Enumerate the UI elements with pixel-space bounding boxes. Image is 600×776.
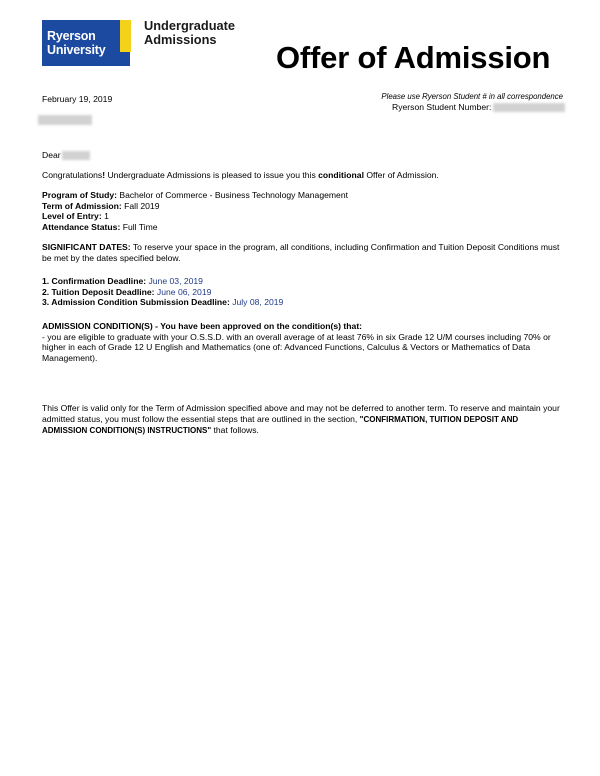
attendance-status: [42, 222, 562, 233]
department-line-1: Undergraduate: [144, 18, 236, 33]
closing-end: that follows.: [211, 425, 259, 436]
significant-dates-label: SIGNIFICANT DATES:: [42, 242, 131, 252]
conditions-text: - you are eligible to graduate with your O.S.S.D. with an overall average of at least 76% in six Grade 12 U/M courses including 70% or higher in each of Grade 12 U English and Mathematics (one of: Advanced Functions, Calculus & Vectors or Mathematics of Data Management).: [42, 331, 551, 363]
closing-instructions-reference: "CONFIRMATION, TUITION DEPOSIT AND ADMISSION CONDITION(S) INSTRUCTIONS": [42, 414, 519, 436]
logo-line-1: Ryerson: [47, 29, 96, 43]
redacted-student-number: [493, 103, 565, 112]
program-value: Bachelor of Commerce - Business Technology Management: [116, 190, 349, 200]
significant-dates-paragraph: [42, 242, 562, 263]
program-info: [42, 190, 562, 232]
level-value: 1: [101, 211, 109, 222]
logo-line-2: University: [47, 42, 106, 57]
deadline-date: June 06, 2019: [154, 286, 212, 297]
admission-conditions: [42, 321, 562, 363]
deadline-list: [42, 276, 562, 308]
program-of-study: [42, 190, 562, 201]
closing-paragraph: [42, 403, 562, 437]
redacted-recipient-name: [38, 115, 92, 125]
significant-dates-text: To reserve your space in the program, all conditions, including Confirmation and Tuition Deposit Conditions must be met by the dates specified below.: [42, 242, 560, 263]
attendance-label: Attendance Status:: [42, 221, 121, 232]
attendance-value: Full Time: [120, 221, 158, 232]
deadline-item: [42, 276, 562, 287]
university-logo: [42, 20, 130, 66]
deadline-label: 1. Confirmation Deadline:: [42, 276, 147, 286]
program-label: Program of Study:: [42, 190, 117, 200]
department-line-2: Admissions: [144, 32, 217, 47]
conditions-heading: ADMISSION CONDITION(S) - You have been approved on the condition(s) that:: [42, 321, 363, 331]
logo-accent-bar: [120, 20, 131, 52]
deadline-item: [42, 297, 562, 308]
deadline-date: July 08, 2019: [229, 297, 284, 308]
term-of-admission: [42, 201, 562, 212]
correspondence-note: Please use Ryerson Student # in all correspondence: [381, 92, 563, 101]
letter-date: February 19, 2019: [42, 94, 113, 104]
intro-middle: Undergraduate Admissions is pleased to issue you this: [105, 170, 319, 180]
redacted-salutation-name: [62, 151, 90, 160]
department-name: [144, 19, 235, 47]
intro-after: Offer of Admission.: [363, 170, 439, 180]
intro-paragraph: [42, 170, 562, 181]
deadline-label: 3. Admission Condition Submission Deadline:: [42, 297, 230, 308]
intro-conditional: conditional: [318, 170, 364, 180]
deadline-item: [42, 287, 562, 298]
deadline-label: 2. Tuition Deposit Deadline:: [42, 286, 155, 297]
term-value: Fall 2019: [121, 200, 160, 211]
salutation-text: Dear: [42, 150, 61, 160]
term-label: Term of Admission:: [42, 200, 122, 211]
document-title: Offer of Admission: [276, 40, 551, 75]
salutation: [42, 150, 90, 161]
logo-text: [47, 30, 105, 57]
intro-congrats: Congratulations: [42, 170, 103, 180]
level-label: Level of Entry:: [42, 211, 102, 222]
student-number-label: Ryerson Student Number:: [392, 102, 492, 112]
deadline-date: June 03, 2019: [146, 276, 203, 286]
level-of-entry: [42, 211, 562, 222]
closing-text: This Offer is valid only for the Term of Admission specified above and may not be deferred to another term. To reserve and maintain your admitted status, you must follow the essential steps that are outlined in the section,: [42, 403, 560, 424]
student-number-line: [392, 102, 565, 113]
intro-exclaim: !: [102, 170, 106, 180]
